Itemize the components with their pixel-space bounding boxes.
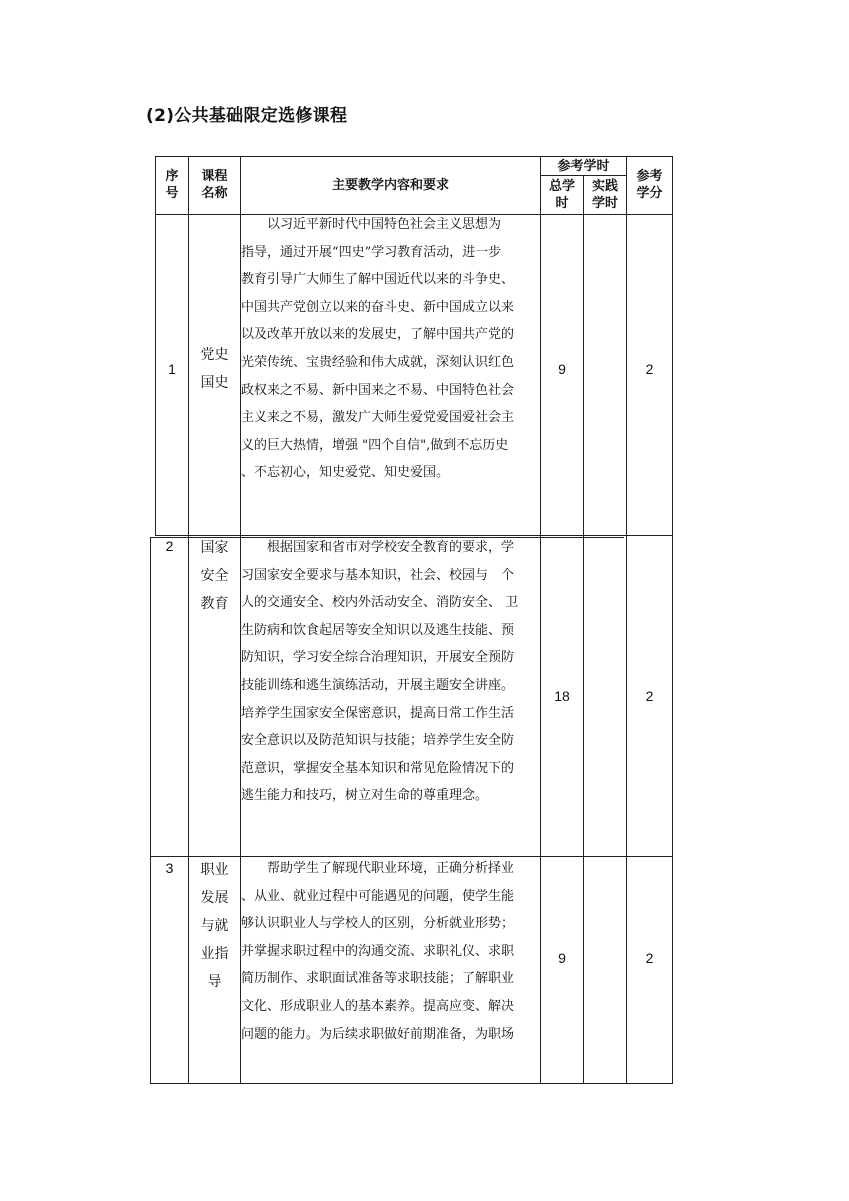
col-divider-content — [540, 156, 541, 1084]
col-divider-practice-hours — [626, 156, 627, 1084]
section-title: (2)公共基础限定选修课程 — [146, 106, 348, 126]
header-seq: 序 号 — [165, 169, 179, 201]
row-3-content: 帮助学生了解现代职业环境，正确分析择业 、从业、就业过程中可能遇见的问题，使学生能 够认识职业人与学校人的区别，分析就业形势； 并掌握求职过程中的沟通交流、求职礼仪、求职 简历制作、求职面试准备等求职技能；了解职业 文化、形成职业人的基本素养。提高应变、解决 问题的能力。为后续求职做好前期准备，为职场 — [241, 861, 515, 1042]
row-1-content: 以习近平新时代中国特色社会主义思想为 指导，通过开展“四史”学习教育活动，进一步 教育引导广大师生了解中国近代以来的斗争史、 中国共产党创立以来的奋斗史、新中国成立以来 以及改革开放以来的发展史，了解中国共产党的 光荣传统、宝贵经验和伟大成就，深刻认识红色 政权来之不易、新中国来之不易、中国特色社会 主义来之不易，激发广大师生爱党爱国爱社会主 义的巨大热情，增强 "四个自信",做到不忘历史 、不忘初心，知史爱党、知史爱国。 — [241, 217, 515, 481]
row-1-credits: 2 — [645, 361, 654, 377]
row-3-course-name: 职业 发展 与就 业指 导 — [200, 862, 229, 990]
row-1-seq: 1 — [168, 361, 176, 377]
row-3-credits: 2 — [645, 950, 654, 966]
header-content: 主要教学内容和要求 — [331, 178, 449, 193]
row-1-total-hours: 9 — [558, 361, 566, 377]
left-border-lower — [150, 537, 151, 1084]
row-2-seq: 2 — [165, 538, 174, 554]
header-course-name: 课程 名称 — [201, 169, 228, 201]
header-total-hours: 总学 时 — [548, 179, 575, 211]
header-credits: 参考 学分 — [636, 169, 663, 201]
left-border-upper — [155, 156, 156, 536]
row-3-seq: 3 — [165, 860, 174, 876]
right-border — [672, 156, 673, 1084]
row-3-total-hours: 9 — [558, 950, 566, 966]
row-1-course-name: 党史 国史 — [200, 347, 229, 391]
table-border-bottom — [150, 1083, 673, 1084]
row-2-content: 根据国家和省市对学校安全教育的要求，学 习国家安全要求与基本知识，社会、校园与 个 人的交通安全、校内外活动安全、消防安全、 卫 生防病和饮食起居等安全知识以及逃生技能、预 防知识，学习安全综合治理知识，开展安全预防 技能训练和逃生演练活动，开展主题安全讲座。 培养学生国家安全保密意识，提高日常工作生活 安全意识以及防范知识与技能；培养学生安全防 范意识，掌握安全基本知识和常见危险情况下的 逃生能力和技巧，树立对生命的尊重理念。 — [241, 540, 519, 804]
table-border-top — [155, 156, 673, 157]
row-2-course-name: 国家 安全 教育 — [200, 540, 229, 612]
col-divider-total-hours — [583, 175, 584, 1084]
row-2-credits: 2 — [645, 688, 654, 704]
header-ref-hours: 参考学时 — [557, 159, 610, 174]
header-practice-hours: 实践 学时 — [591, 179, 618, 211]
row-2-total-hours: 18 — [554, 688, 570, 704]
